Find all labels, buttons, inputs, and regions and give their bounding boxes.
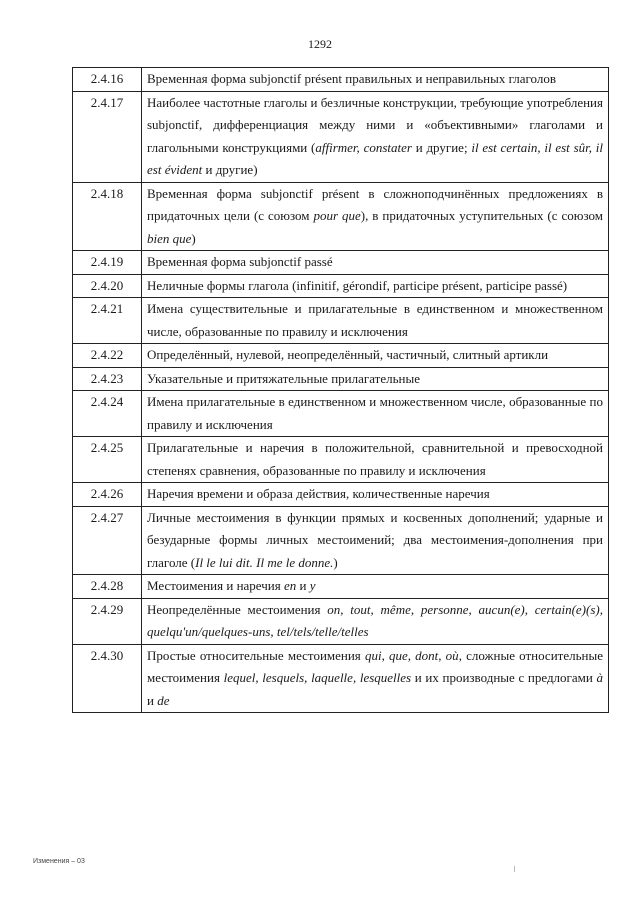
italic-term: lequel, lesquels, laquelle, lesquelles [223, 670, 412, 685]
section-description: Неличные формы глагола (infinitif, gérondif, participe présent, participe passé) [142, 274, 609, 298]
section-code: 2.4.28 [73, 575, 142, 599]
table-row [73, 391, 609, 437]
section-code: 2.4.27 [73, 506, 142, 575]
table-row [73, 68, 609, 92]
section-code: 2.4.22 [73, 344, 142, 368]
italic-term: de [157, 692, 170, 708]
section-code: 2.4.17 [73, 91, 142, 182]
italic-term: qui, que, dont, où [364, 647, 459, 663]
italic-term: bien que [147, 230, 192, 246]
text-fragment: и их производные с предлогами [411, 670, 597, 685]
italic-term: y [309, 578, 316, 593]
section-code: 2.4.25 [73, 437, 142, 483]
section-description: Наречия времени и образа действия, количественные наречия [142, 483, 609, 507]
text-fragment: Временная форма subjonctif présent в сложноподчинённых предложениях в придаточных цели (с союзом [147, 185, 603, 223]
table-row [73, 91, 609, 182]
text-fragment: Наиболее частотные глаголы и безличные конструкции, требующие употребления subjonctif, дифференциация между ними и «объективными» глаголами и глагольными конструкциями ( [147, 94, 603, 155]
text-fragment: Простые относительные местоимения [147, 647, 365, 663]
italic-term: en [283, 578, 297, 593]
section-code: 2.4.18 [73, 182, 142, 251]
italic-term: affirmer, constater [315, 139, 412, 155]
table-row [73, 367, 609, 391]
table-body [73, 68, 609, 713]
section-code: 2.4.19 [73, 251, 142, 275]
section-code: 2.4.16 [73, 68, 142, 92]
section-description: Временная форма subjonctif passé [142, 251, 609, 275]
section-description: Имена прилагательные в единственном и множественном числе, образованные по правилу и исключения [142, 391, 609, 437]
table-row [73, 644, 609, 713]
section-code: 2.4.23 [73, 367, 142, 391]
page-number: 1292 [308, 37, 332, 51]
text-fragment: и [296, 578, 310, 593]
table-row [73, 344, 609, 368]
text-fragment: ), в придаточных уступительных (с союзом [360, 208, 603, 223]
text-fragment: и [147, 692, 158, 708]
text-fragment: и другие; [411, 139, 472, 155]
section-description: Указательные и притяжательные прилагательные [142, 367, 609, 391]
italic-term: il est certain, il est sûr, il est évident [147, 139, 603, 177]
text-fragment: Неопределённые местоимения [147, 601, 328, 617]
section-description [142, 91, 609, 182]
italic-term: on, tout, même, personne, aucun(e), certain(e)(s), quelqu'un/quelques-uns, tel/tels/telle/telles [147, 601, 603, 639]
table-row [73, 483, 609, 507]
text-fragment: Местоимения и наречия [147, 578, 284, 593]
text-fragment: Личные местоимения в функции прямых и косвенных дополнений; ударные и безударные формы личных местоимений; два местоимения-дополнения при глаголе ( [147, 509, 603, 570]
text-fragment: и другие) [202, 162, 258, 177]
text-fragment: ) [333, 554, 338, 570]
italic-term: pour que [313, 208, 361, 223]
section-code: 2.4.26 [73, 483, 142, 507]
section-code: 2.4.29 [73, 598, 142, 644]
table-row [73, 182, 609, 251]
section-code: 2.4.30 [73, 644, 142, 713]
italic-term: à [596, 670, 603, 685]
section-code: 2.4.21 [73, 298, 142, 344]
page-footer: Изменения – 03 [33, 858, 85, 865]
table-row [73, 598, 609, 644]
scan-mark [514, 866, 515, 872]
section-code: 2.4.20 [73, 274, 142, 298]
table-row [73, 506, 609, 575]
section-code: 2.4.24 [73, 391, 142, 437]
section-description: Прилагательные и наречия в положительной, сравнительной и превосходной степенях сравнения, образованные по правилу и исключения [142, 437, 609, 483]
text-fragment: , сложные относительные местоимения [147, 647, 603, 685]
section-description [142, 575, 609, 599]
table-row [73, 575, 609, 599]
section-description: Имена существительные и прилагательные в единственном и множественном числе, образованные по правилу и исключения [142, 298, 609, 344]
table-row [73, 274, 609, 298]
table-row [73, 437, 609, 483]
section-description: Определённый, нулевой, неопределённый, частичный, слитный артикли [142, 344, 609, 368]
italic-term: Il le lui dit. Il me le donne. [195, 554, 334, 570]
section-description: Временная форма subjonctif présent правильных и неправильных глаголов [142, 68, 609, 92]
table-row [73, 251, 609, 275]
section-description [142, 598, 609, 644]
section-description [142, 506, 609, 575]
text-fragment: ) [191, 230, 196, 246]
table-row [73, 298, 609, 344]
section-description [142, 182, 609, 251]
section-description [142, 644, 609, 713]
curriculum-table [72, 67, 609, 713]
